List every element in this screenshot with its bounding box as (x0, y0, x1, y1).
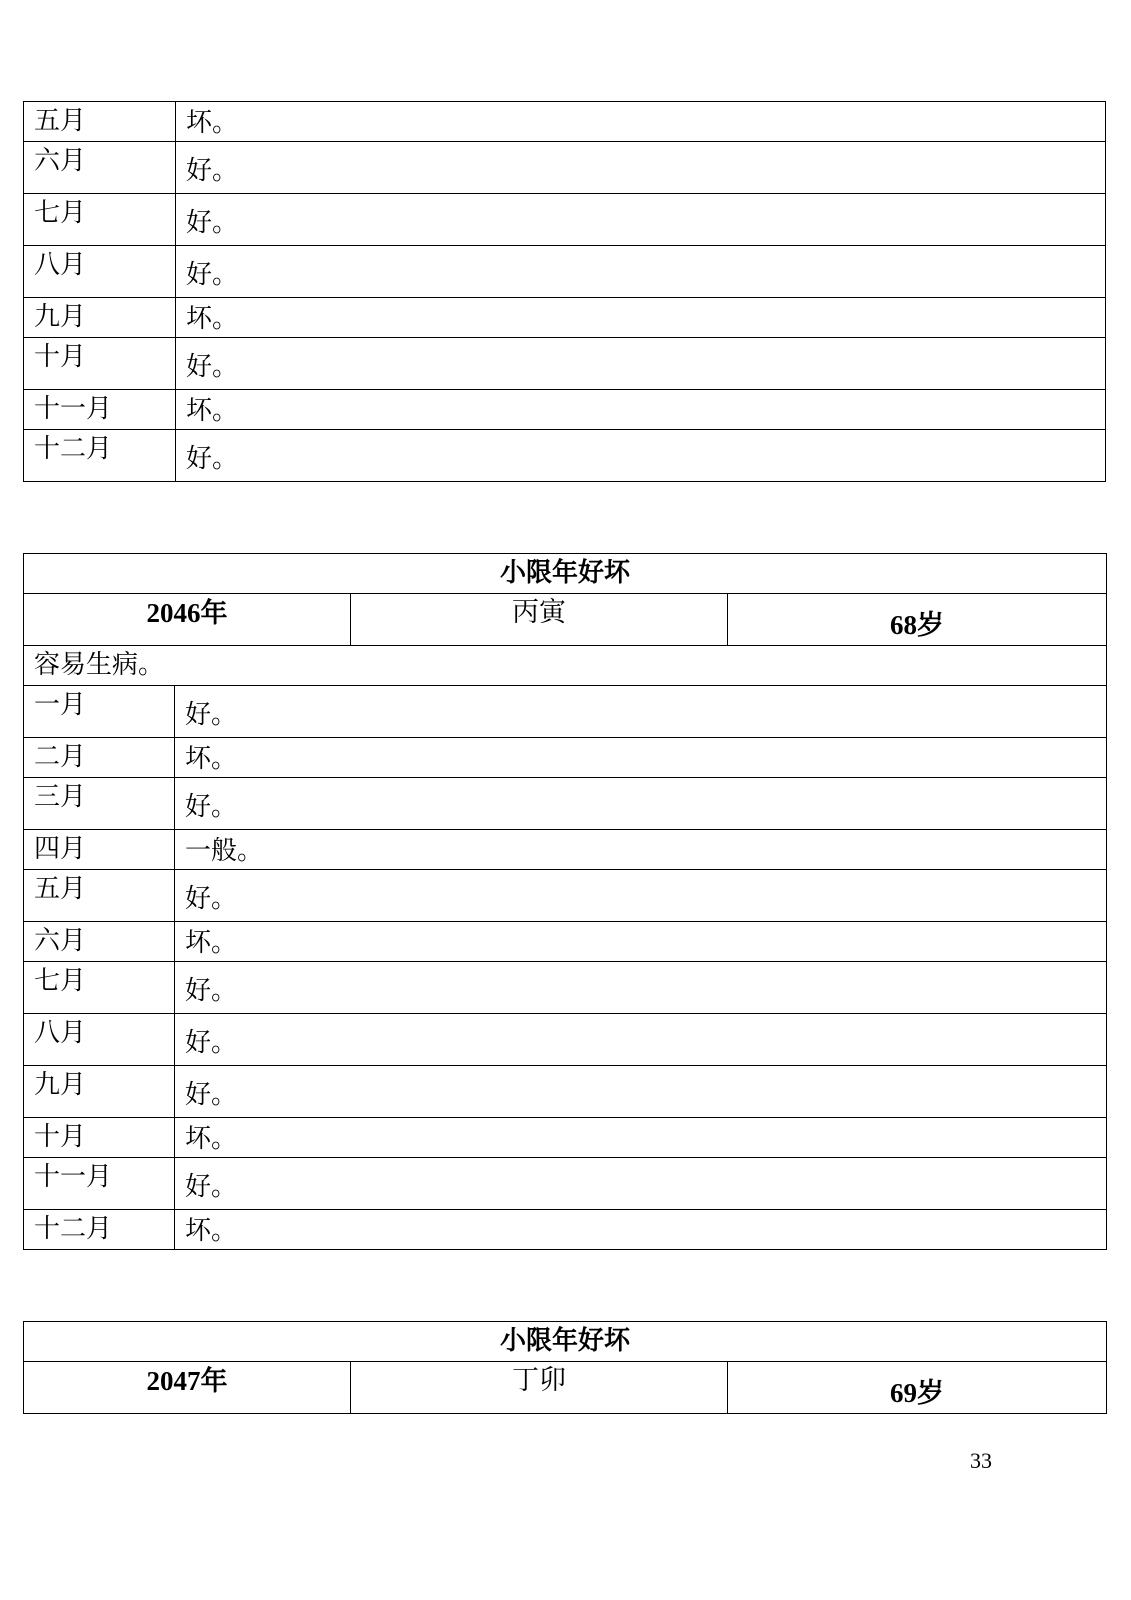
year-info-row (24, 594, 1107, 646)
table-row (24, 194, 1106, 246)
table-row (24, 962, 1107, 1014)
month-cell: 七月 (24, 962, 175, 1014)
age-cell: 68岁 (728, 594, 1107, 646)
value-cell: 坏。 (176, 390, 1106, 430)
value-cell: 一般。 (175, 830, 1107, 870)
table-header-row (24, 554, 1107, 594)
table-row (24, 390, 1106, 430)
month-cell: 八月 (24, 1014, 175, 1066)
value-cell: 坏。 (175, 922, 1107, 962)
value-cell: 好。 (176, 194, 1106, 246)
table-row (24, 1210, 1107, 1250)
table-title: 小限年好坏 (24, 1322, 1107, 1362)
month-cell: 十一月 (24, 390, 176, 430)
page-number: 33 (970, 1448, 992, 1473)
year-cell: 2046年 (24, 594, 351, 646)
value-cell: 好。 (175, 1014, 1107, 1066)
table-title: 小限年好坏 (24, 554, 1107, 594)
year-info-row (24, 1362, 1107, 1414)
month-cell: 七月 (24, 194, 176, 246)
month-cell: 九月 (24, 298, 176, 338)
month-cell: 三月 (24, 778, 175, 830)
table-row (24, 1014, 1107, 1066)
value-cell: 好。 (175, 778, 1107, 830)
table-row (24, 1158, 1107, 1210)
year-cell: 2047年 (24, 1362, 351, 1414)
table-header-row (24, 1322, 1107, 1362)
month-cell: 五月 (24, 102, 176, 142)
value-cell: 好。 (176, 338, 1106, 390)
value-cell: 坏。 (175, 738, 1107, 778)
month-cell: 五月 (24, 870, 175, 922)
month-cell: 十二月 (24, 1210, 175, 1250)
ganzhi-cell: 丁卯 (351, 1362, 728, 1414)
value-cell: 好。 (175, 962, 1107, 1014)
monthly-table-1 (23, 101, 1106, 482)
value-cell: 坏。 (175, 1210, 1107, 1250)
month-cell: 十二月 (24, 430, 176, 482)
table-row (24, 430, 1106, 482)
value-cell: 好。 (176, 430, 1106, 482)
value-cell: 坏。 (175, 1118, 1107, 1158)
ganzhi-cell: 丙寅 (351, 594, 728, 646)
value-cell: 好。 (176, 246, 1106, 298)
table-row (24, 830, 1107, 870)
month-cell: 六月 (24, 142, 176, 194)
value-cell: 好。 (175, 1066, 1107, 1118)
value-cell: 好。 (176, 142, 1106, 194)
table-row (24, 102, 1106, 142)
note-cell: 容易生病。 (24, 646, 1107, 686)
month-cell: 二月 (24, 738, 175, 778)
table-row (24, 246, 1106, 298)
month-cell: 十月 (24, 338, 176, 390)
table-row (24, 142, 1106, 194)
table-row (24, 870, 1107, 922)
table-row (24, 922, 1107, 962)
note-row (24, 646, 1107, 686)
xiaoxian-table-2046 (23, 553, 1107, 1250)
month-cell: 十月 (24, 1118, 175, 1158)
table-row (24, 1118, 1107, 1158)
value-cell: 坏。 (176, 102, 1106, 142)
xiaoxian-table-2047 (23, 1321, 1107, 1414)
table-row (24, 298, 1106, 338)
value-cell: 好。 (175, 1158, 1107, 1210)
value-cell: 好。 (175, 686, 1107, 738)
table-row (24, 338, 1106, 390)
month-cell: 十一月 (24, 1158, 175, 1210)
month-cell: 八月 (24, 246, 176, 298)
month-cell: 六月 (24, 922, 175, 962)
table-row (24, 738, 1107, 778)
value-cell: 坏。 (176, 298, 1106, 338)
month-cell: 九月 (24, 1066, 175, 1118)
month-cell: 一月 (24, 686, 175, 738)
table-row (24, 778, 1107, 830)
table-row (24, 1066, 1107, 1118)
table-row (24, 686, 1107, 738)
age-cell: 69岁 (728, 1362, 1107, 1414)
month-cell: 四月 (24, 830, 175, 870)
value-cell: 好。 (175, 870, 1107, 922)
